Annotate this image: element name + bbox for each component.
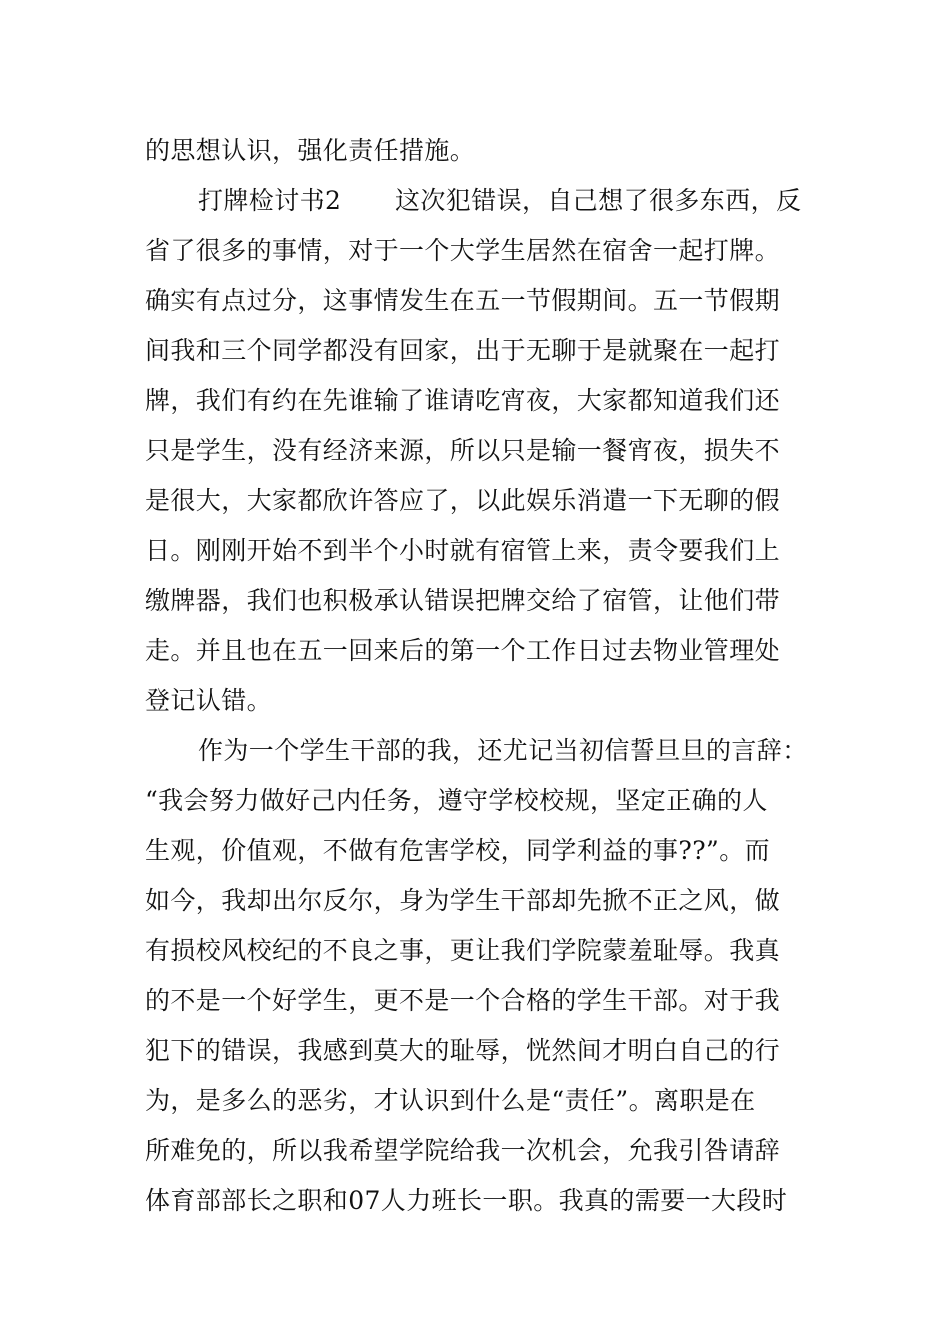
text-line: 体育部部长之职和07人力班长一职。我真的需要一大段时 — [145, 1186, 788, 1215]
text-line: 生观，价值观，不做有危害学校，同学利益的事??”。而 — [145, 836, 770, 865]
text-line: 的思想认识，强化责任措施。 — [145, 136, 476, 165]
text-line: 牌，我们有约在先谁输了谁请吃宵夜，大家都知道我们还 — [145, 386, 781, 415]
text-line: 有损校风校纪的不良之事，更让我们学院蒙羞耻辱。我真 — [145, 936, 781, 965]
text-line: “我会努力做好己内任务，遵守学校校规，坚定正确的人 — [145, 786, 768, 815]
text-line: 作为一个学生干部的我，还尤记当初信誓旦旦的言辞： — [198, 736, 808, 765]
text-line: 走。并且也在五一回来后的第一个工作日过去物业管理处 — [145, 636, 781, 665]
text-line-with-title — [198, 176, 825, 226]
text-line: 日。刚刚开始不到半个小时就有宿管上来，责令要我们上 — [145, 536, 781, 565]
text-line: 登记认错。 — [145, 686, 273, 715]
text-line: 为，是多么的恶劣，才认识到什么是“责任”。离职是在 — [145, 1086, 756, 1115]
text-line: 所难免的，所以我希望学院给我一次机会，允我引咎请辞 — [145, 1136, 781, 1165]
text-line: 这次犯错误，自己想了很多东西，反 — [395, 186, 802, 215]
text-line: 确实有点过分，这事情发生在五一节假期间。五一节假期 — [145, 286, 781, 315]
text-line: 只是学生，没有经济来源，所以只是输一餐宵夜，损失不 — [145, 436, 781, 465]
text-line: 是很大，大家都欣许答应了，以此娱乐消遣一下无聊的假 — [145, 486, 781, 515]
section-title: 打牌检讨书2 — [198, 186, 342, 215]
text-line: 缴牌器，我们也积极承认错误把牌交给了宿管，让他们带 — [145, 586, 781, 615]
text-line: 省了很多的事情，对于一个大学生居然在宿舍一起打牌。 — [145, 236, 781, 265]
text-line: 间我和三个同学都没有回家，出于无聊于是就聚在一起打 — [145, 336, 781, 365]
text-line: 犯下的错误，我感到莫大的耻辱，恍然间才明白自己的行 — [145, 1036, 781, 1065]
text-line: 如今，我却出尔反尔，身为学生干部却先掀不正之风，做 — [145, 886, 781, 915]
text-line: 的不是一个好学生，更不是一个合格的学生干部。对于我 — [145, 986, 781, 1015]
